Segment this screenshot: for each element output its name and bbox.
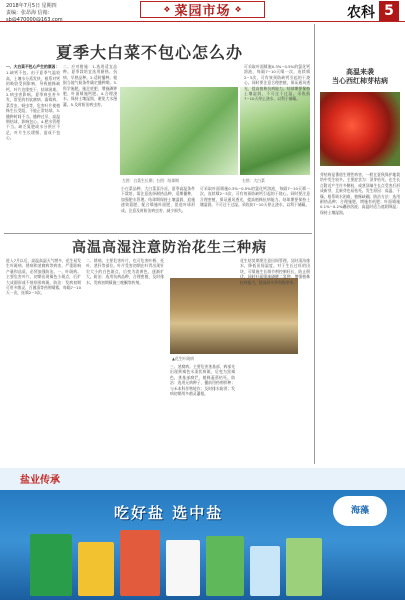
article1-caption-left: 左图：白菜生长期；右图：结球期 [122, 178, 179, 183]
issue-meta [6, 3, 96, 24]
article2-column-4 [240, 258, 310, 462]
article2-column-1 [6, 258, 81, 462]
article2-text-2: 二、锈病。主要危害叶片，也可危害叶柄、托叶、茎秆等部位。叶片受害初期在叶背出现针尖大小的白色斑点，后变为淡黄色，逐渐扩大。防治：选用抗病品种，合理密植，及时排水。发病初期喷施三唑酮等药剂。 [86, 258, 164, 285]
side-article-body [320, 172, 400, 464]
cabbage-photo [120, 87, 238, 175]
masthead-title: 菜园市场 [174, 4, 231, 19]
article2-title: 高温高湿注意防治花生三种病 [72, 240, 267, 256]
column-divider [314, 24, 315, 464]
article2-text-3: 三、茎腐病。主要危害茎基部，病部先出现黄褐色水渍状病斑，后变为黑褐色，茎基部腐烂，植株萎蔫枯死。防治：选用无病种子，播前用药剂拌种；与禾本科作物轮作；及时排水防涝；发病初期用多菌灵灌根。 [170, 364, 235, 397]
editor-contact: 责编：张昂海 信箱：sb@470000@163.com [6, 10, 63, 23]
article1-column-3 [121, 186, 195, 232]
article2-text-1: 进入7月以后，高温高湿天气增多，花生易发生叶斑病、锈病和茎腐病等病害，严重影响产量和品质，必须加强防治。一、叶斑病。主要危害叶片，初期出现褐色小斑点，后扩大成圆形或不规则形病斑。防治：发病初期可用多菌灵、百菌清等药剂喷雾，每隔7~10天一次，连喷2~3次。 [6, 258, 81, 296]
tomato-photo [320, 92, 400, 166]
salt-package [286, 538, 322, 596]
salt-advertisement [0, 468, 405, 600]
article1-text-1: 1.缺钙不包。由于夏季气温较高，土壤水分蒸发快，根系对钙的吸收受到影响，导致植株缺钙，叶片边缘变干，结球困难。2.病虫害影响。夏季病虫害多发，常见的有软腐病、霜霉病、菜青虫、蚜虫等，危害叶片使植株生长受阻，不能正常结球。3.播种时间不当。播种过早，高温期结球，影响包心。4.肥水管理不当。缺乏氮肥或水分供应不足，叶片生长缓慢，造成不包心。 [6, 70, 60, 141]
article1-title: 夏季大白菜不包心怎么办 [56, 43, 244, 62]
page-number: 5 [379, 1, 399, 21]
side-article-text: 芽枯病是番茄生理性病害，一般在夏秋保护地栽培中发生较多。主要症状为：顶芽枯死，在生长点附近产生许多侧枝，或茎顶端生长点受害后形成新芽，且新芽也易枯死。发生原因：高温、干燥，根系吸水困难，植株缺硼。防治方法：选用耐热品种；合理施肥，增施有机肥；叶面喷施0.1%~0.2%硼砂溶液；高温时适当遮阴降温；保持土壤湿润。 [320, 172, 400, 215]
ornament-icon: ❖ [234, 5, 242, 14]
ad-logo: 海藻 [333, 496, 387, 526]
page-header [0, 0, 405, 22]
ornament-icon: ❖ [163, 5, 171, 14]
article1-column-1 [6, 64, 60, 232]
article1-column-4-top [244, 64, 310, 102]
side-title-line-1: 高温来袭 [346, 68, 374, 76]
article2-column-2 [86, 258, 164, 462]
article1-text-4: 可采取叶面喷施0.3%~0.5%的氯化钙溶液，每隔7~10天喷一次，连续喷2~3次，可有效预防缺钙引起的干烧心。同时要注意合理密植，保证通风透光，提高植株抗病能力。结球期要保持土壤湿润，不可过干过湿。采收前7~10天停止浇水，以利于储藏。 [244, 64, 310, 102]
article1-text-5: 可采取叶面喷施0.3%~0.5%的氯化钙溶液，每隔7~10天喷一次，连续喷2~3次，可有效预防缺钙引起的干烧心。同时要注意合理密植，保证通风透光，提高植株抗病能力。结球期要保持土壤湿润，不可过干过湿。采收前7~10天停止浇水，以利于储藏。 [200, 186, 310, 208]
article1-subhead: 一、大白菜不包心产生的原因： [6, 64, 60, 69]
article1-column-5 [200, 186, 310, 232]
ad-brand: 盐业传承 [20, 475, 60, 486]
article2-caption: ▲花生叶斑病 [172, 356, 194, 361]
article1-column-2 [63, 64, 117, 232]
salt-package [166, 540, 200, 596]
salt-package [250, 546, 280, 596]
article2-column-3 [170, 364, 235, 462]
salt-package [30, 534, 72, 596]
salt-package [206, 536, 244, 596]
salt-package [78, 542, 114, 596]
side-title-line-2: 当心西红柿芽枯病 [332, 77, 388, 85]
section-name: 农科 [347, 5, 375, 21]
salt-package [120, 530, 160, 596]
article1-text-2: 二、应对措施：1.选用适宜品种。夏季栽培宜选用耐热、抗病、早熟品种。2.适时播种。根据当地气候条件确定播种期。3.科学施肥。施足底肥，增施磷钾肥，叶面喷施钙肥。4.合理浇水。保持土壤湿润，避免大水漫灌。5.及时防治病虫害。 [63, 64, 117, 107]
section-divider [4, 233, 312, 234]
article1-caption-right: 右图：大白菜 [242, 178, 265, 183]
ad-banner-strip [0, 468, 405, 490]
issue-date: 2018年7月5日 星期四 [6, 3, 57, 9]
ad-slogan: 吃好盐 选中盐 [114, 504, 224, 522]
article1-text-3: 小白菜品种、大白菜喜冷凉，夏季高温条件下栽培，需注意选择耐热品种，适期播种，加强肥水管理。结球期保持土壤湿润，追施速效氮肥，配合喷施叶面肥，促进叶球形成。注意及时防治病虫害，减少损失。 [121, 186, 195, 213]
article2-text-4: 花生结荚期要注意田间管理，及时清沟排水，降低田间湿度。对于生长过旺的田块，可喷施生长调节剂控制旺长，防止倒伏。同时叶面喷施磷酸二氢钾，增强植株抗病能力，提高结实率和饱果率。 [240, 258, 310, 285]
masthead [140, 1, 265, 18]
side-article-title [320, 68, 400, 86]
